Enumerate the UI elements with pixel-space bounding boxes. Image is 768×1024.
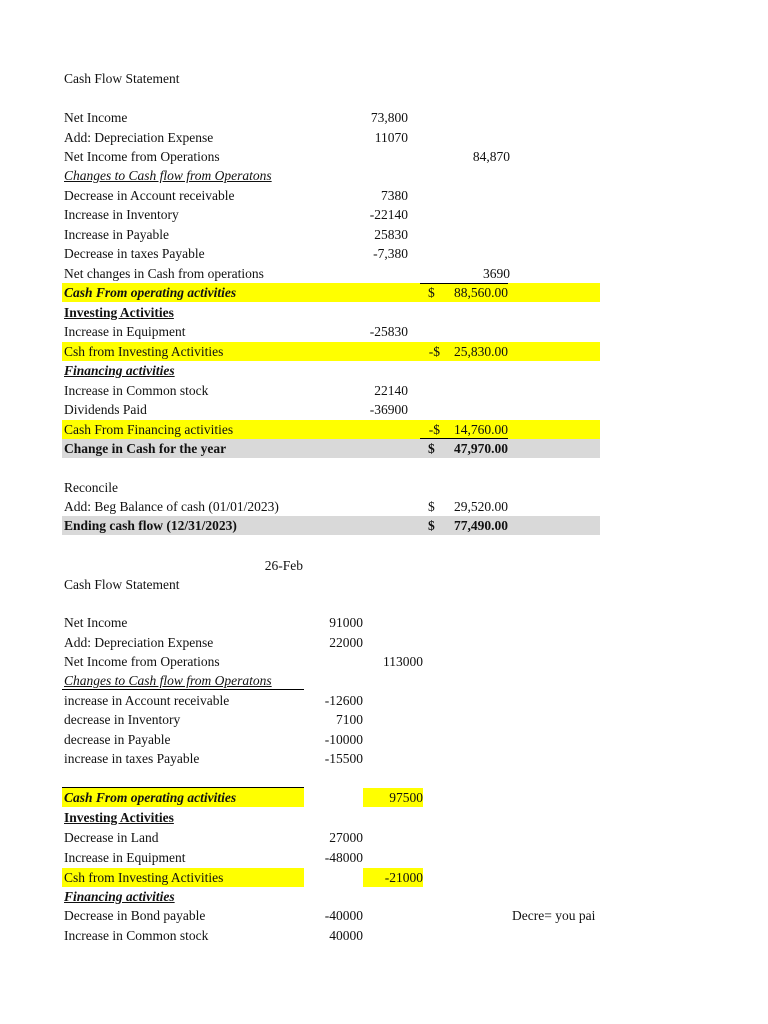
row-value: -22140	[369, 207, 408, 222]
row-label: Csh from Investing Activities	[64, 344, 224, 359]
row-value: -10000	[324, 732, 363, 747]
total-underline	[420, 283, 508, 284]
row-label: Change in Cash for the year	[64, 441, 227, 456]
taxes-row	[0, 244, 768, 263]
row-label: Ending cash flow (12/31/2023)	[64, 518, 237, 533]
change-in-cash-row	[0, 439, 768, 458]
equipment-row	[0, 322, 768, 341]
row-label: Decrease in Bond payable	[64, 908, 206, 923]
row-label: Increase in Equipment	[64, 850, 186, 865]
row-total: 29,520.00	[454, 499, 508, 514]
payable-row	[0, 730, 768, 749]
sheet2-title: Cash Flow Statement	[64, 577, 180, 592]
currency-symbol: $	[428, 285, 435, 300]
section-header: Investing Activities	[64, 305, 174, 320]
row-label: decrease in Payable	[64, 732, 171, 747]
row-total: 77,490.00	[454, 518, 508, 533]
row-value: -7,380	[373, 246, 408, 261]
cfi-row	[0, 868, 768, 887]
taxes-row	[0, 749, 768, 768]
sheet2-title-row	[0, 575, 768, 594]
row-total: 113000	[383, 654, 423, 669]
sheet1-title-row	[0, 69, 768, 88]
currency-symbol: -$	[428, 344, 440, 359]
row-value: -40000	[324, 908, 363, 923]
financing-header-row	[0, 887, 768, 906]
row-label: Increase in Common stock	[64, 928, 209, 943]
row-total: 88,560.00	[454, 285, 508, 300]
currency-symbol: -$	[428, 422, 440, 437]
row-label: Net Income	[64, 615, 128, 630]
depreciation-row	[0, 128, 768, 147]
row-label: Add: Beg Balance of cash (01/01/2023)	[64, 499, 279, 514]
row-label: Cash From operating activities	[64, 285, 237, 300]
common-stock-row	[0, 926, 768, 945]
investing-header-row	[0, 808, 768, 827]
row-value: 7100	[336, 712, 363, 727]
section-header: Financing activities	[64, 363, 175, 378]
depreciation-row	[0, 633, 768, 652]
row-value: -48000	[324, 850, 363, 865]
row-value: 7380	[381, 188, 408, 203]
row-value: 27000	[329, 830, 363, 845]
sheet2-date: 26-Feb	[264, 558, 303, 573]
beg-balance-row	[0, 497, 768, 516]
net-income-row	[0, 613, 768, 632]
common-stock-row	[0, 381, 768, 400]
row-label: Decrease in Land	[64, 830, 159, 845]
net-income-row	[0, 108, 768, 127]
cfi-row	[0, 342, 768, 361]
cfo-row	[0, 788, 768, 807]
dividends-row	[0, 400, 768, 419]
ar-row	[0, 691, 768, 710]
row-total: 97500	[389, 790, 423, 805]
changes-header-row	[0, 166, 768, 185]
row-label: Csh from Investing Activities	[64, 870, 224, 885]
section-header: Changes to Cash flow from Operatons	[64, 673, 272, 688]
row-label: Decrease in taxes Payable	[64, 246, 205, 261]
row-label: Cash From Financing activities	[64, 422, 234, 437]
investing-header-row	[0, 303, 768, 322]
row-label: Net Income	[64, 110, 128, 125]
section-header: Financing activities	[64, 889, 175, 904]
section-header: Changes to Cash flow from Operatons	[64, 168, 272, 183]
row-value: 11070	[374, 130, 408, 145]
row-value: 25830	[374, 227, 408, 242]
cell-border	[62, 689, 304, 690]
row-label: Increase in Common stock	[64, 383, 209, 398]
row-value: 22000	[329, 635, 363, 650]
row-label: Add: Depreciation Expense	[64, 130, 214, 145]
row-value: -15500	[324, 751, 363, 766]
row-label: Increase in Inventory	[64, 207, 179, 222]
row-value: 40000	[329, 928, 363, 943]
sheet1-title: Cash Flow Statement	[64, 71, 180, 86]
reconcile-row	[0, 478, 768, 497]
cff-row	[0, 420, 768, 439]
row-label: increase in taxes Payable	[64, 751, 200, 766]
row-label: increase in Account receivable	[64, 693, 230, 708]
ni-operations-row	[0, 147, 768, 166]
currency-symbol: $	[428, 499, 435, 514]
row-label: Decrease in Account receivable	[64, 188, 235, 203]
section-header: Investing Activities	[64, 810, 174, 825]
cfo-row	[0, 283, 768, 302]
row-value: 73,800	[370, 110, 408, 125]
row-value: -36900	[369, 402, 408, 417]
row-total: 25,830.00	[454, 344, 508, 359]
row-total: 14,760.00	[454, 422, 508, 437]
row-label: Increase in Payable	[64, 227, 169, 242]
date-row	[0, 556, 768, 575]
row-label: decrease in Inventory	[64, 712, 181, 727]
financing-header-row	[0, 361, 768, 380]
row-label: Add: Depreciation Expense	[64, 635, 214, 650]
row-label: Net changes in Cash from operations	[64, 266, 264, 281]
land-row	[0, 828, 768, 847]
row-label: Reconcile	[64, 480, 118, 495]
payable-row	[0, 225, 768, 244]
row-value: 91000	[329, 615, 363, 630]
side-note: Decre= you pai	[512, 908, 596, 923]
row-label: Dividends Paid	[64, 402, 147, 417]
bond-row	[0, 906, 768, 925]
changes-header-row	[0, 671, 768, 690]
row-total: 84,870	[472, 149, 510, 164]
row-label: Cash From operating activities	[64, 790, 237, 805]
row-value: 22140	[374, 383, 408, 398]
inventory-row	[0, 205, 768, 224]
row-value: -12600	[324, 693, 363, 708]
ending-cash-row	[0, 516, 768, 535]
row-value: -25830	[369, 324, 408, 339]
net-changes-row	[0, 264, 768, 283]
inventory-row	[0, 710, 768, 729]
currency-symbol: $	[428, 518, 435, 533]
row-label: Net Income from Operations	[64, 654, 220, 669]
ar-row	[0, 186, 768, 205]
row-label: Increase in Equipment	[64, 324, 186, 339]
ni-operations-row	[0, 652, 768, 671]
row-total: 47,970.00	[454, 441, 508, 456]
row-total: 3690	[483, 266, 510, 281]
currency-symbol: $	[428, 441, 435, 456]
equipment-row	[0, 848, 768, 867]
row-total: -21000	[384, 870, 423, 885]
row-label: Net Income from Operations	[64, 149, 220, 164]
